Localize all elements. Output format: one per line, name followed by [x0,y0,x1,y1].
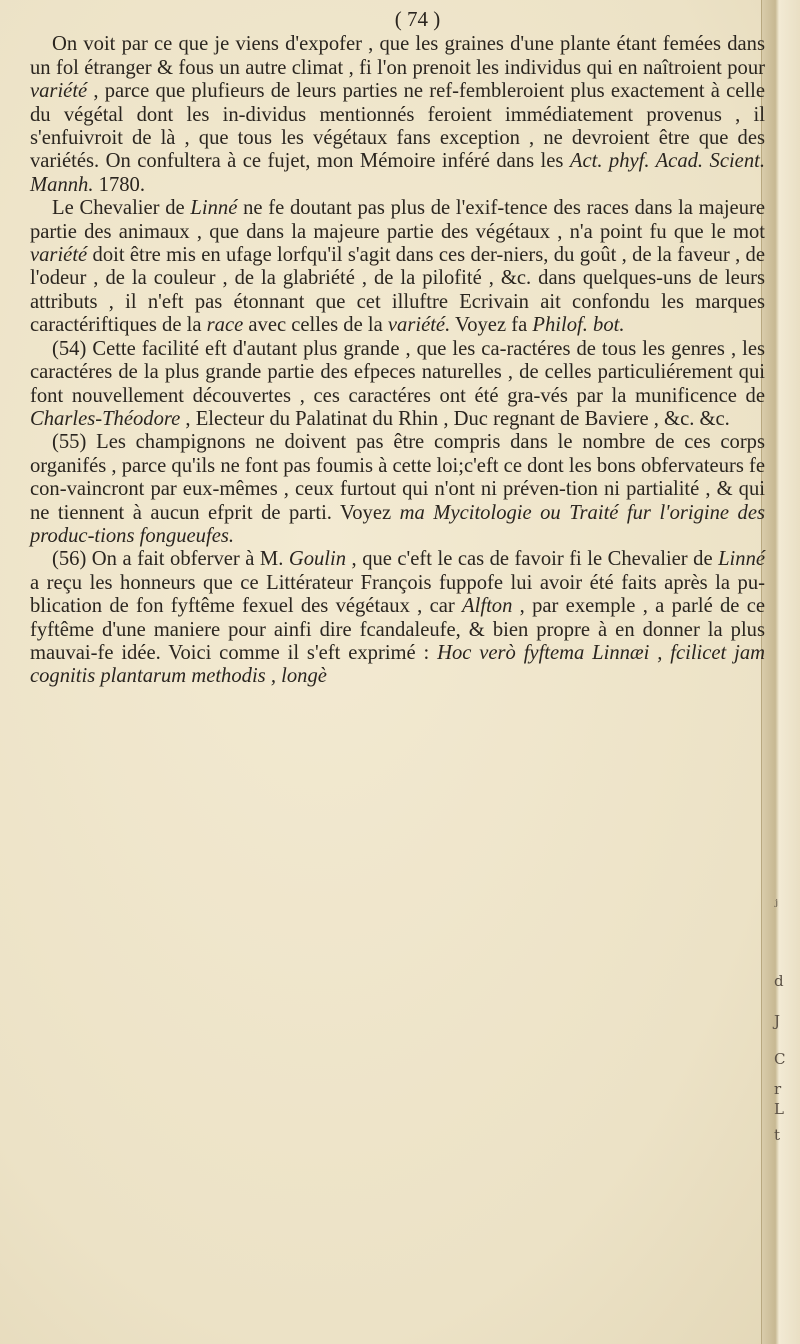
paragraph-2 [30,197,765,337]
margin-letter: t [774,1126,781,1144]
italic-text-run: Goulin [288,548,347,571]
text-run: Voyez fa [450,314,533,337]
italic-text-run: variété [30,80,88,103]
text-run: ne fe doutant pas plus de l'exif-tence des races dans la majeure partie des animaux , que dans la majeure partie des végétaux , n'a point fu que le mot [30,197,765,243]
italic-text-run: ma Mycitologie ou Traité fur l'origine des produc-tions fongueufes. [30,501,765,547]
italic-text-run: Linné [718,548,766,571]
text-run: (56) On a fait obferver à M. [52,548,289,571]
margin-letter: d [774,972,784,990]
page-gutter [761,0,800,1344]
margin-letter: L [774,1100,784,1118]
italic-text-run: Philof. bot. [532,314,625,337]
paragraph-5 [30,548,765,688]
margin-letter: r [774,1080,782,1098]
italic-text-run: race [206,314,244,337]
italic-text-run: variété. [387,314,451,337]
text-run: doit être mis en ufage lorfqu'il s'agit dans ces der-niers, du goût , de la faveur , de l'odeur , de la couleur , de la glabriété , de la pilofité , &c. dans quelques-uns de leurs attributs , il n'eft pas étonnant que cet illuftre Ecrivain ait confondu les marques caractériftiques de la [30,244,765,337]
italic-text-run: Alfton [462,595,513,618]
text-run: avec celles de la [243,314,388,337]
page-text [30,8,765,689]
text-run: 1780. [93,173,145,196]
text-run: , Electeur du Palatinat du Rhin , Duc regnant de Baviere , &c. &c. [180,407,730,430]
margin-letter: ʲ [774,896,778,914]
text-run: (55) Les champignons ne doivent pas être compris dans le nombre de ces corps organifés , parce qu'ils ne font pas foumis à cette loi;c'eft ce dont les bons obfervateurs fe con-vaincront par eux-mêmes , ceux furtout qui n'ont ni préven-tion ni partialité , & qui ne tiennent à aucun efprit de parti. Voyez [30,431,766,524]
margin-letter: C [774,1050,786,1068]
margin-letter: J [774,1012,781,1030]
text-run: Le Chevalier de [52,197,191,220]
italic-text-run: Act. phyf. Acad. Scient. Mannh. [30,150,765,196]
text-run: On voit par ce que je viens d'expofer , que les graines d'une plante étant femées dans un fol étranger & fous un autre climat , fi l'on prenoit les individus qui en naîtroient pour [30,33,765,79]
text-run: (54) Cette facilité eft d'autant plus grande , que les ca-ractéres de tous les genres , les caractéres de la plus grande partie des efpeces naturelles , de celles particuliérement qui font nouvellement découvertes , ces caractéres ont été gra-vés par la munificence de [30,337,765,407]
text-run: , parce que plufieurs de leurs parties ne ref-fembleroient plus exactement à celle du végétal dont les in-dividus mentionnés feroient immédiatement provenus , il s'enfuivroit de là , que tous les végétaux fans exception , ne devroient être que des variétés. On confultera à ce fujet, mon Mémoire inféré dans les [30,80,765,173]
italic-text-run: variété [30,244,88,267]
paragraph-1 [30,33,765,197]
text-run: a reçu les honneurs que ce Littérateur François fuppofe lui avoir été faits après la pu-blication de fon fyftême fexuel des végétaux , car [30,571,765,618]
italic-text-run: Hoc verò fyftema Linnæi , fcilicet jam cognitis plantarum methodis , longè [30,641,765,688]
page-number: ( 74 ) [394,7,441,31]
paragraph-4 [30,431,765,548]
text-run: , par exemple , a parlé de ce fyftême d'une maniere pour ainfi dire fcandaleufe, & bien propre à en donner la plus mauvai-fe idée. Voici comme il s'eft exprimé : [30,595,766,664]
italic-text-run: Charles-Théodore [30,407,181,430]
italic-text-run: Linné [190,197,238,220]
paragraph-3 [30,338,765,432]
text-run: , que c'eft le cas de favoir fi le Chevalier de [346,548,719,571]
